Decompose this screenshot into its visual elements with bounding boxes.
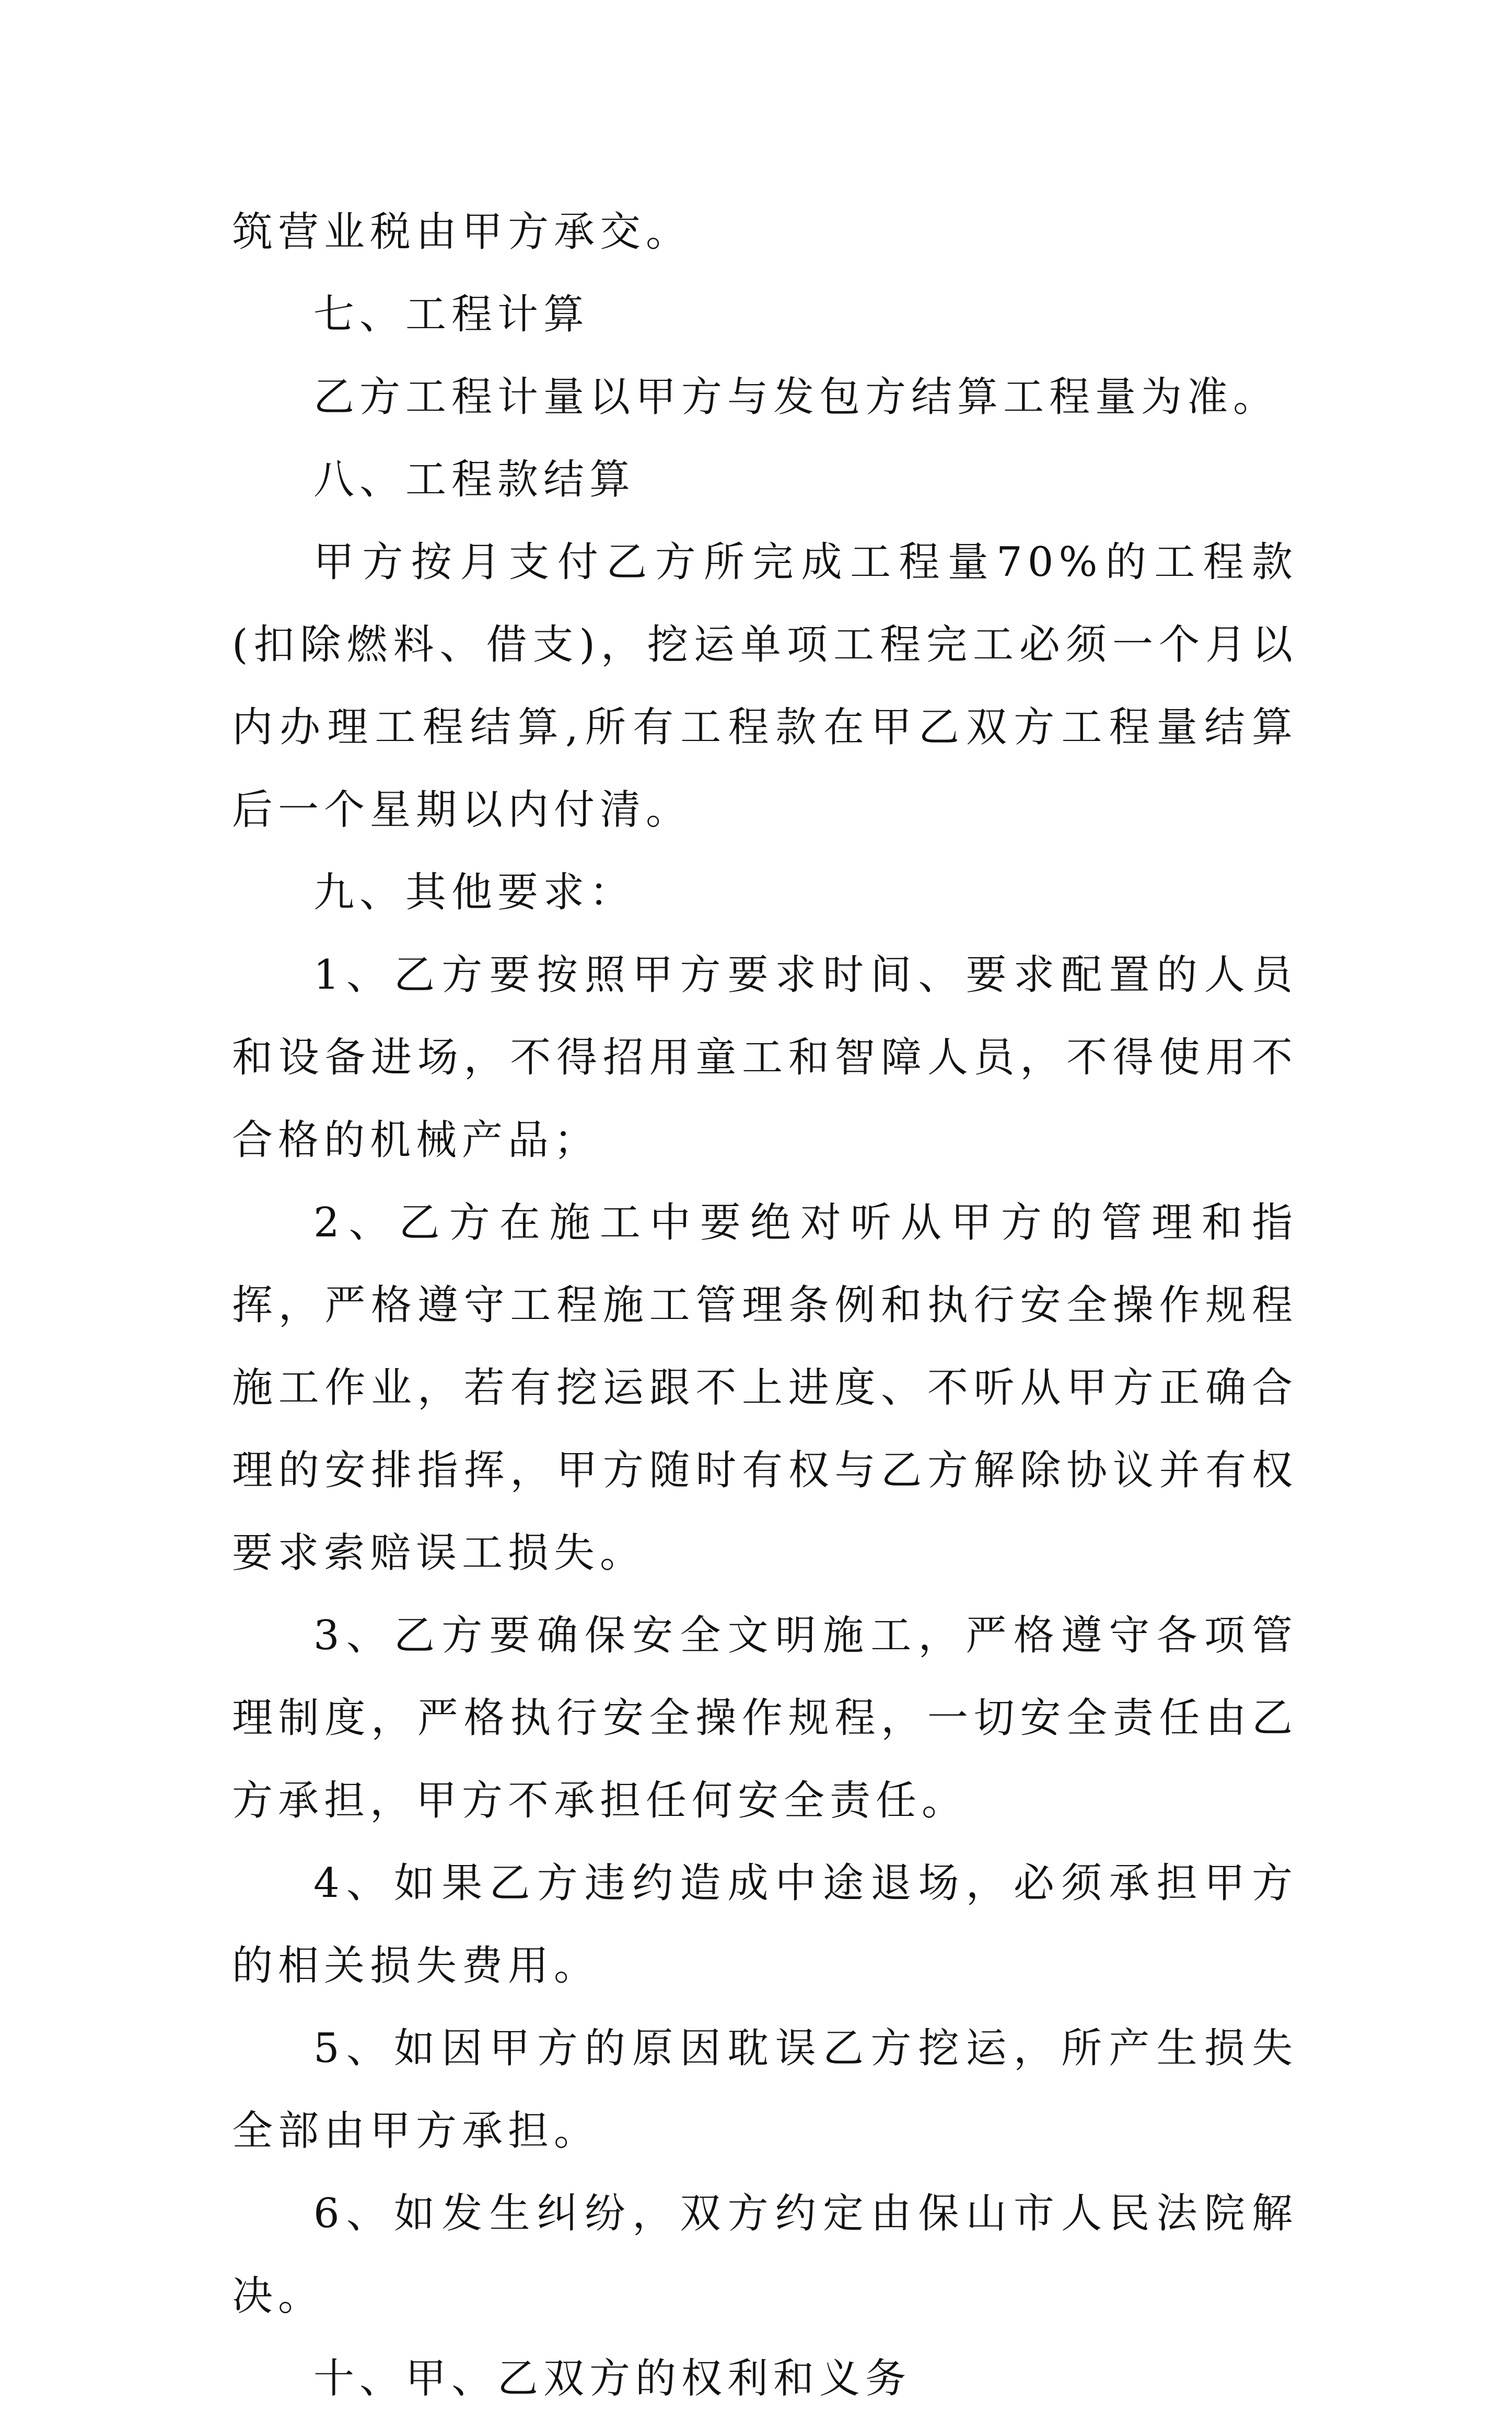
section-heading-8: 八、工程款结算 (313, 456, 636, 503)
list-item-3: 3、乙方要确保安全文明施工，严格遵守各项管理制度，严格执行安全操作规程，一切安全责任由乙方承担，甲方不承担任何安全责任。 (232, 1612, 1298, 1824)
section-heading-9: 九、其他要求： (313, 869, 636, 916)
section-heading-7: 七、工程计算 (313, 291, 590, 338)
section-heading-10: 十、甲、乙双方的权利和义务 (313, 2355, 912, 2402)
list-item-4: 4、如果乙方违约造成中途退场，必须承担甲方的相关损失费用。 (232, 1860, 1298, 1989)
list-item-6: 6、如发生纠纷，双方约定由保山市人民法院解决。 (232, 2190, 1298, 2320)
list-item-2: 2、乙方在施工中要绝对听从甲方的管理和指挥，严格遵守工程施工管理条例和执行安全操作规程施工作业，若有挖运跟不上进度、不听从甲方正确合理的安排指挥，甲方随时有权与乙方解除协议并有权要求索赔误工损失。 (232, 1199, 1298, 1577)
list-item-5: 5、如因甲方的原因耽误乙方挖运，所产生损失全部由甲方承担。 (232, 2025, 1298, 2155)
document-body (232, 191, 1298, 2420)
paragraph-continuation: 筑营业税由甲方承交。 (232, 209, 692, 256)
list-item-1: 1、乙方要按照甲方要求时间、要求配置的人员和设备进场，不得招用童工和智障人员，不得使用不合格的机械产品； (232, 952, 1298, 1164)
paragraph: 乙方工程计量以甲方与发包方结算工程量为准。 (313, 374, 1280, 421)
paragraph: 甲方按月支付乙方所完成工程量70%的工程款(扣除燃料、借支)，挖运单项工程完工必须一个月以内办理工程结算,所有工程款在甲乙双方工程量结算后一个星期以内付清。 (232, 539, 1298, 833)
